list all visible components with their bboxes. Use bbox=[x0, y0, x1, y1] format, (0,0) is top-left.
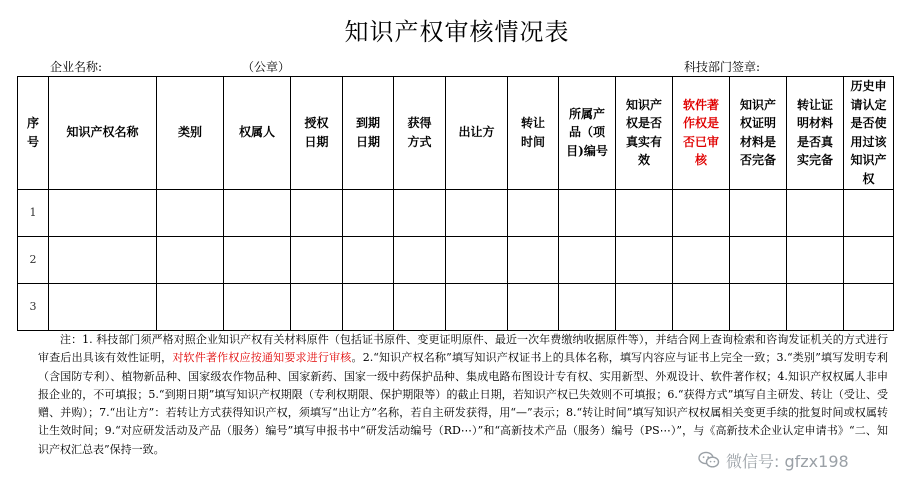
col-header: 知识产权名称 bbox=[49, 77, 157, 190]
table-cell[interactable] bbox=[787, 283, 844, 330]
table-cell[interactable] bbox=[157, 283, 224, 330]
table-cell[interactable] bbox=[730, 236, 787, 283]
table-cell[interactable] bbox=[508, 283, 559, 330]
table-cell[interactable] bbox=[49, 236, 157, 283]
table-cell[interactable] bbox=[673, 236, 730, 283]
notes-paragraph bbox=[38, 331, 888, 459]
table-cell[interactable] bbox=[49, 283, 157, 330]
table-cell[interactable] bbox=[157, 236, 224, 283]
col-header: 转让 时间 bbox=[508, 77, 559, 190]
table-cell[interactable] bbox=[49, 189, 157, 236]
table-cell[interactable] bbox=[559, 189, 616, 236]
company-name-label: 企业名称: bbox=[50, 60, 103, 74]
table-cell[interactable] bbox=[291, 189, 343, 236]
col-header-software-copyright: 软件著 作权是 否已审 核 bbox=[673, 77, 730, 190]
table-cell[interactable] bbox=[844, 236, 894, 283]
col-header: 序 号 bbox=[18, 77, 49, 190]
table-cell[interactable] bbox=[787, 189, 844, 236]
table-cell[interactable] bbox=[446, 189, 508, 236]
table-cell[interactable] bbox=[343, 283, 394, 330]
col-header: 到期 日期 bbox=[343, 77, 394, 190]
row-number: 1 bbox=[18, 189, 49, 236]
table-cell[interactable] bbox=[844, 189, 894, 236]
col-header: 获得 方式 bbox=[394, 77, 446, 190]
col-header: 所属产 品（项 目)编号 bbox=[559, 77, 616, 190]
table-cell[interactable] bbox=[616, 283, 673, 330]
wechat-watermark bbox=[698, 449, 894, 471]
table-cell[interactable] bbox=[673, 189, 730, 236]
table-cell[interactable] bbox=[559, 283, 616, 330]
header-row bbox=[18, 77, 894, 190]
table-row bbox=[18, 189, 894, 236]
col-header: 类别 bbox=[157, 77, 224, 190]
table-cell[interactable] bbox=[291, 236, 343, 283]
table-cell[interactable] bbox=[730, 283, 787, 330]
table-cell[interactable] bbox=[291, 283, 343, 330]
notes-highlight: 对软件著作权应按通知要求进行审核 bbox=[172, 351, 352, 365]
table-row bbox=[18, 283, 894, 330]
ip-review-table bbox=[17, 76, 894, 331]
table-cell[interactable] bbox=[224, 283, 291, 330]
table-cell[interactable] bbox=[616, 236, 673, 283]
table-cell[interactable] bbox=[343, 189, 394, 236]
table-cell[interactable] bbox=[730, 189, 787, 236]
col-header: 授权 日期 bbox=[291, 77, 343, 190]
table-cell[interactable] bbox=[673, 283, 730, 330]
table-row bbox=[18, 236, 894, 283]
table-cell[interactable] bbox=[394, 189, 446, 236]
table-cell[interactable] bbox=[844, 283, 894, 330]
dept-seal-label: 科技部门签章: bbox=[684, 60, 761, 74]
table-cell[interactable] bbox=[559, 236, 616, 283]
page-title: 知识产权审核情况表 bbox=[344, 18, 570, 46]
row-number: 2 bbox=[18, 236, 49, 283]
col-header: 权属人 bbox=[224, 77, 291, 190]
row-number: 3 bbox=[18, 283, 49, 330]
col-header: 历史申 请认定 是否使 用过该 知识产 权 bbox=[844, 77, 894, 190]
seal-label: （公章） bbox=[242, 60, 291, 74]
table-cell[interactable] bbox=[157, 189, 224, 236]
notes-text-1: 注：1. 科技部门须严格对照企业知识产权有关材料原件（包括证书原件、变更证明原件、最近一次年费缴纳收据原件等），并结合网上查询检索和咨询发证机关的方式进行审查后出具该有效性证明， bbox=[38, 333, 888, 365]
table-cell[interactable] bbox=[616, 189, 673, 236]
table-cell[interactable] bbox=[343, 236, 394, 283]
table-cell[interactable] bbox=[508, 189, 559, 236]
table-cell[interactable] bbox=[446, 236, 508, 283]
table-cell[interactable] bbox=[394, 283, 446, 330]
table-cell[interactable] bbox=[224, 236, 291, 283]
col-header: 出让方 bbox=[446, 77, 508, 190]
watermark-text: 微信号: gfzx198 bbox=[726, 451, 849, 471]
wechat-icon bbox=[698, 451, 720, 469]
table-cell[interactable] bbox=[787, 236, 844, 283]
col-header: 知识产 权是否 真实有 效 bbox=[616, 77, 673, 190]
notes-text-2: 。2.“知识产权名称”填写知识产权证书上的具体名称，填写内容应与证书上完全一致；3.“类别”填写发明专利（含国防专利）、植物新品种、国家级农作物品种、国家新药、国家一级中药保护品种、集成电路布图设计专有权、实用新型、外观设计、软件著作权；4.知识产权权属人非申报企业的，不可填报；5.“到期日期”填写知识产权期限（专利权期限、保护期限等）的截止日期，若知识产权已失效则不可填报；6.“获得方式”填写自主研发、转让（受让、受赠、并购）；7.“出让方”：若转让方式获得知识产权，须填写“出让方”名称，若自主研发获得，用“—”表示；8.“转让时间”填写知识产权权属相关变更手续的批复时间或权属转让生效时间；9.“对应研发活动及产品（服务）编号”填写申报书中“研发活动编号（RD⋯）”和“高新技术产品（服务）编号（PS⋯）”，与《高新技术企业认定申请书》“二、知识产权汇总表”保持一致。 bbox=[38, 351, 889, 456]
table-cell[interactable] bbox=[508, 236, 559, 283]
table-cell[interactable] bbox=[446, 283, 508, 330]
col-header: 转让证 明材料 是否真 实完备 bbox=[787, 77, 844, 190]
table-cell[interactable] bbox=[224, 189, 291, 236]
col-header: 知识产 权证明 材料是 否完备 bbox=[730, 77, 787, 190]
table-cell[interactable] bbox=[394, 236, 446, 283]
